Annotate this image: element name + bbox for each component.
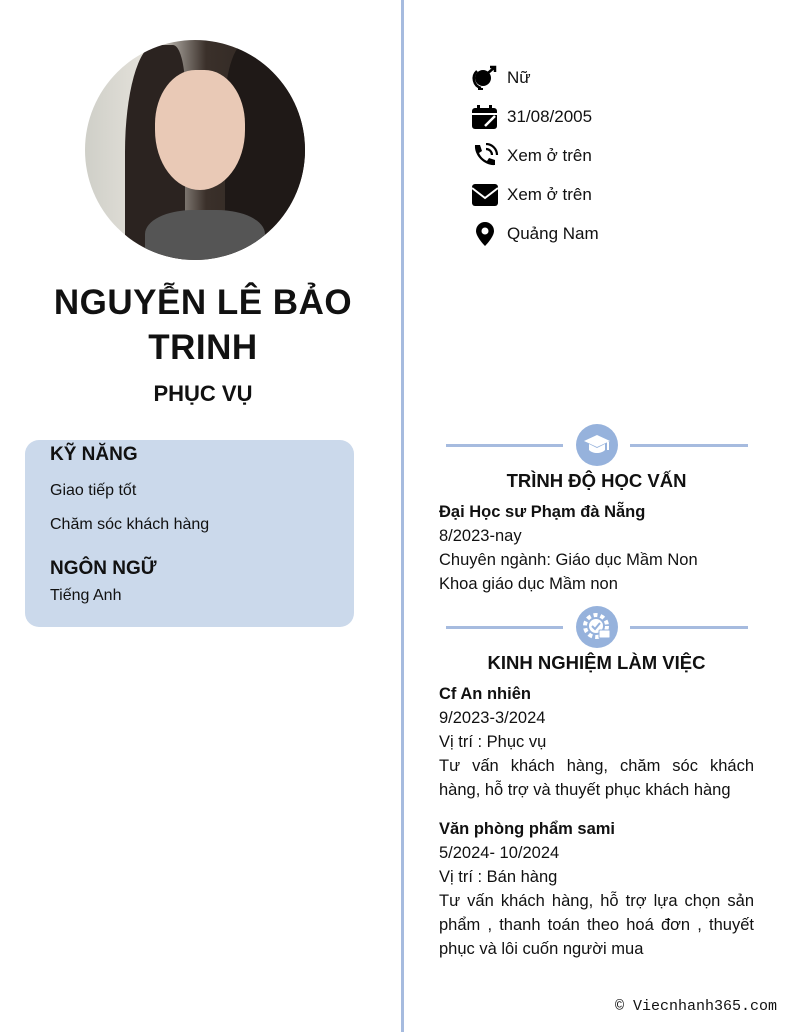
- candidate-name: NGUYỄN LÊ BẢO TRINH: [53, 283, 353, 367]
- contact-info: [471, 58, 599, 253]
- candidate-position: PHỤC VỤ: [153, 381, 253, 406]
- contact-phone: Xem ở trên: [471, 136, 599, 175]
- job-description: Tư vấn khách hàng, hỗ trợ lựa chọn sản phẩm , thanh toán theo hoá đơn , thuyết phục và lôi cuốn người mua: [439, 892, 754, 958]
- company-name: Văn phòng phẩm sami: [439, 820, 616, 838]
- job-role: Vị trí : Bán hàng: [439, 868, 558, 886]
- contact-address: Quảng Nam: [471, 214, 599, 253]
- location-icon: [471, 221, 499, 247]
- graduation-cap-icon: [576, 424, 618, 466]
- skills-box: [25, 440, 354, 627]
- job-time: 9/2023-3/2024: [439, 709, 546, 727]
- contact-email: Xem ở trên: [471, 175, 599, 214]
- experience-title: KINH NGHIỆM LÀM VIỆC: [487, 652, 706, 673]
- section-line: [630, 444, 748, 447]
- school-name: Đại Học sư Phạm đà Nẵng: [439, 503, 646, 521]
- calendar-icon: [471, 104, 499, 130]
- education-time: 8/2023-nay: [439, 527, 522, 545]
- job-time: 5/2024- 10/2024: [439, 844, 560, 862]
- avatar: [85, 40, 305, 260]
- job-entry: [439, 817, 754, 961]
- work-gear-icon: [576, 606, 618, 648]
- skills-title: KỸ NĂNG: [50, 444, 138, 465]
- skill-item: Chăm sóc khách hàng: [50, 516, 210, 533]
- education-title: TRÌNH ĐỘ HỌC VẤN: [506, 470, 687, 491]
- job-entry: [439, 682, 754, 802]
- education-faculty: Khoa giáo dục Mầm non: [439, 575, 618, 593]
- email-icon: [471, 182, 499, 208]
- footer-watermark: © Viecnhanh365.com: [614, 998, 777, 1015]
- languages-title: NGÔN NGỮ: [50, 558, 157, 579]
- section-line: [446, 626, 563, 629]
- column-divider: [401, 0, 404, 1032]
- contact-birthday: 31/08/2005: [471, 97, 599, 136]
- phone-icon: [471, 143, 499, 169]
- skill-item: Giao tiếp tốt: [50, 482, 137, 499]
- gender-icon: [471, 65, 499, 91]
- job-description: Tư vấn khách hàng, chăm sóc khách hàng, hỗ trợ và thuyết phục khách hàng: [439, 757, 754, 799]
- contact-gender: Nữ: [471, 58, 599, 97]
- job-role: Vị trí : Phục vụ: [439, 733, 547, 751]
- section-line: [630, 626, 748, 629]
- section-line: [446, 444, 563, 447]
- language-item: Tiếng Anh: [50, 587, 122, 604]
- education-major: Chuyên ngành: Giáo dục Mầm Non: [439, 551, 698, 569]
- experience-section: [439, 606, 754, 961]
- company-name: Cf An nhiên: [439, 685, 531, 703]
- education-section: [439, 424, 754, 596]
